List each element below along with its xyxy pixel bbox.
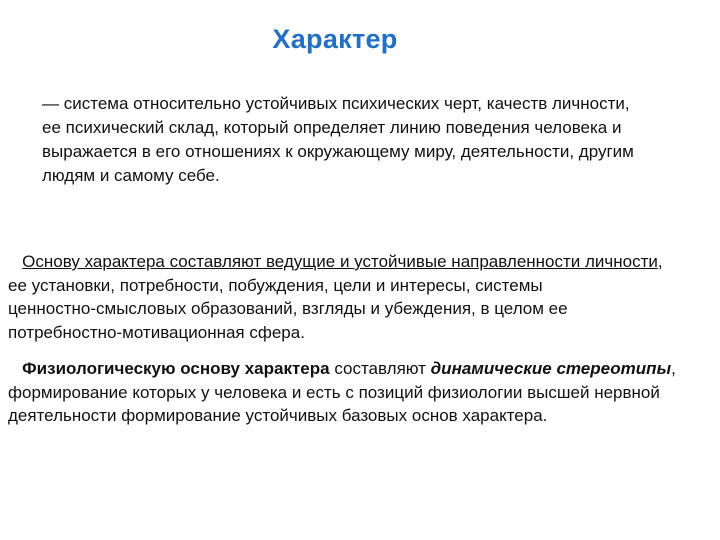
paragraph-indent	[8, 252, 22, 271]
paragraph-continuation: , формирование которых у человека и есть с позиций физиологии высшей нервной деятельности формирование устойчивых базовых основ характера.	[8, 359, 676, 425]
definition-text: — система относительно устойчивых психических черт, качеств личности, ее психический склад, который определяет линию поведения человека и выражается в его отношениях к окружающему миру, деятельности, другим людям и самому себе.	[42, 94, 634, 185]
slide-title: Характер	[272, 24, 398, 54]
underlined-statement: Основу характера составляют ведущие и устойчивые направленности личности	[22, 252, 658, 271]
paragraph-indent	[8, 359, 22, 378]
connecting-text: составляют	[329, 359, 431, 378]
physiological-basis-paragraph	[8, 357, 708, 428]
bold-italic-term: динамические стереотипы	[430, 359, 672, 378]
character-basis-paragraph	[8, 250, 708, 344]
paragraph-continuation: , ее установки, потребности, побуждения, цели и интересы, системы ценностно-смысловых образований, взгляды и убеждения, в целом ее потребностно-мотивационная сфера.	[8, 252, 663, 342]
bold-term: Физиологическую основу характера	[22, 359, 330, 378]
